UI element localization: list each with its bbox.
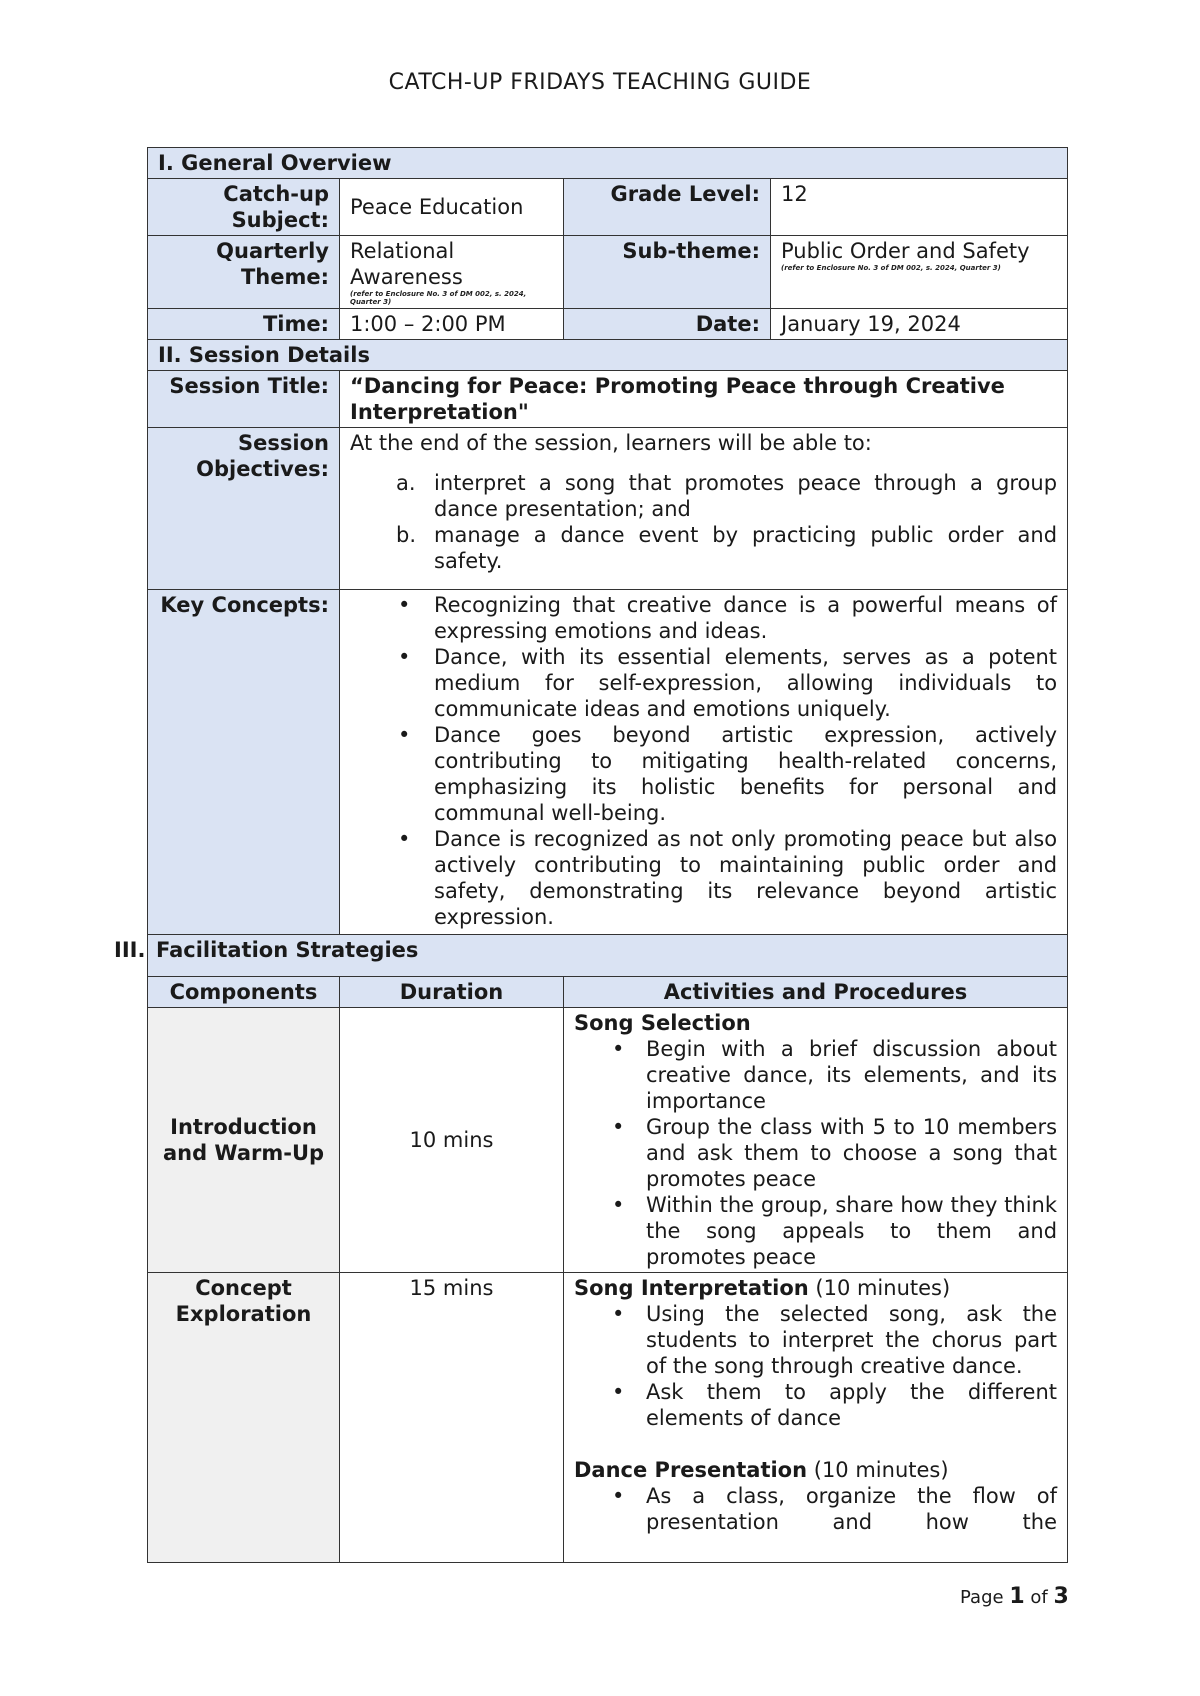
theme-label: Quarterly Theme: <box>148 236 340 309</box>
activity-item: • Using the selected song, ask the students to interpret the chorus part of the song through creative dance. <box>646 1301 1057 1379</box>
section-iii-number: III. <box>114 938 146 962</box>
song-interpretation-time: (10 minutes) <box>815 1276 951 1300</box>
subtheme-label: Sub-theme: <box>564 236 771 309</box>
components-column-header: Components <box>148 977 340 1008</box>
subtheme-value: Public Order and Safety <box>781 239 1030 263</box>
dance-presentation-title: Dance Presentation <box>574 1458 808 1482</box>
facilitation-heading: Facilitation Strategies <box>148 935 1068 977</box>
component-concept-exploration: Concept Exploration <box>148 1273 340 1563</box>
footer-of-word: of <box>1030 1587 1048 1608</box>
session-title-value: “Dancing for Peace: Promoting Peace through Creative Interpretation" <box>340 371 1068 428</box>
theme-cell <box>340 236 564 309</box>
objectives-list <box>350 470 1057 574</box>
song-selection-list <box>574 1036 1057 1270</box>
subtheme-cell <box>771 236 1068 309</box>
concept-item: • Dance is recognized as not only promoting peace but also actively contributing to maintaining public order and safety, demonstrating its relevance beyond artistic expression. <box>434 826 1057 930</box>
session-title-label: Session Title: <box>148 371 340 428</box>
key-concepts-list <box>350 592 1057 930</box>
dance-presentation-time: (10 minutes) <box>813 1458 949 1482</box>
activity-item: • Ask them to apply the different elements of dance <box>646 1379 1057 1431</box>
objectives-intro: At the end of the session, learners will be able to: <box>350 431 872 455</box>
concept-item: • Recognizing that creative dance is a powerful means of expressing emotions and ideas. <box>434 592 1057 644</box>
overview-table <box>147 147 1068 946</box>
date-value: January 19, 2024 <box>771 309 1068 340</box>
subject-label: Catch-up Subject: <box>148 179 340 236</box>
footer-page-word: Page <box>960 1587 1004 1608</box>
duration-introduction: 10 mins <box>340 1008 564 1273</box>
activities-column-header: Activities and Procedures <box>564 977 1068 1008</box>
session-details-heading: II. Session Details <box>148 340 1068 371</box>
component-introduction: Introduction and Warm-Up <box>148 1008 340 1273</box>
song-selection-title: Song Selection <box>574 1011 751 1035</box>
key-concepts-label: Key Concepts: <box>148 590 340 946</box>
song-interpretation-list <box>574 1301 1057 1431</box>
objective-item: b. manage a dance event by practicing public order and safety. <box>396 523 1058 573</box>
subtheme-reference: (refer to Enclosure No. 3 of DM 002, s. 2024, Quarter 3) <box>781 264 1001 272</box>
objectives-label: Session Objectives: <box>148 428 340 590</box>
document-title: CATCH-UP FRIDAYS TEACHING GUIDE <box>388 70 812 95</box>
objective-item: a. interpret a song that promotes peace through a group dance presentation; and <box>396 471 1058 521</box>
footer-page-total: 3 <box>1053 1584 1069 1609</box>
time-value: 1:00 – 2:00 PM <box>340 309 564 340</box>
duration-column-header: Duration <box>340 977 564 1008</box>
theme-reference: (refer to Enclosure No. 3 of DM 002, s. 2024, Quarter 3) <box>350 290 527 306</box>
activity-item: • Begin with a brief discussion about creative dance, its elements, and its importance <box>646 1036 1057 1114</box>
grade-label: Grade Level: <box>564 179 771 236</box>
song-interpretation-title: Song Interpretation <box>574 1276 809 1300</box>
footer-page-number: 1 <box>1009 1584 1025 1609</box>
concept-item: • Dance goes beyond artistic expression, actively contributing to mitigating health-related concerns, emphasizing its holistic benefits for personal and communal well-being. <box>434 722 1057 826</box>
facilitation-table <box>147 934 1068 1563</box>
activity-item: • Within the group, share how they think the song appeals to them and promotes peace <box>646 1192 1057 1270</box>
activity-item: • Group the class with 5 to 10 members and ask them to choose a song that promotes peace <box>646 1114 1057 1192</box>
activity-item: • As a class, organize the flow of presentation and how the <box>646 1483 1057 1535</box>
dance-presentation-heading <box>574 1457 1057 1483</box>
general-overview-heading: I. General Overview <box>148 148 1068 179</box>
time-label: Time: <box>148 309 340 340</box>
dance-presentation-list <box>574 1483 1057 1535</box>
grade-value: 12 <box>771 179 1068 236</box>
key-concepts-cell <box>340 590 1068 946</box>
objectives-cell <box>340 428 1068 590</box>
concept-item: • Dance, with its essential elements, serves as a potent medium for self-expression, allowing individuals to communicate ideas and emotions uniquely. <box>434 644 1057 722</box>
date-label: Date: <box>564 309 771 340</box>
theme-value: Relational Awareness <box>350 239 463 289</box>
duration-concept-exploration: 15 mins <box>340 1273 564 1563</box>
song-interpretation-heading <box>574 1275 1057 1301</box>
activities-introduction <box>564 1008 1068 1273</box>
subject-value: Peace Education <box>340 179 564 236</box>
page-footer <box>960 1584 1069 1609</box>
activities-concept-exploration <box>564 1273 1068 1563</box>
